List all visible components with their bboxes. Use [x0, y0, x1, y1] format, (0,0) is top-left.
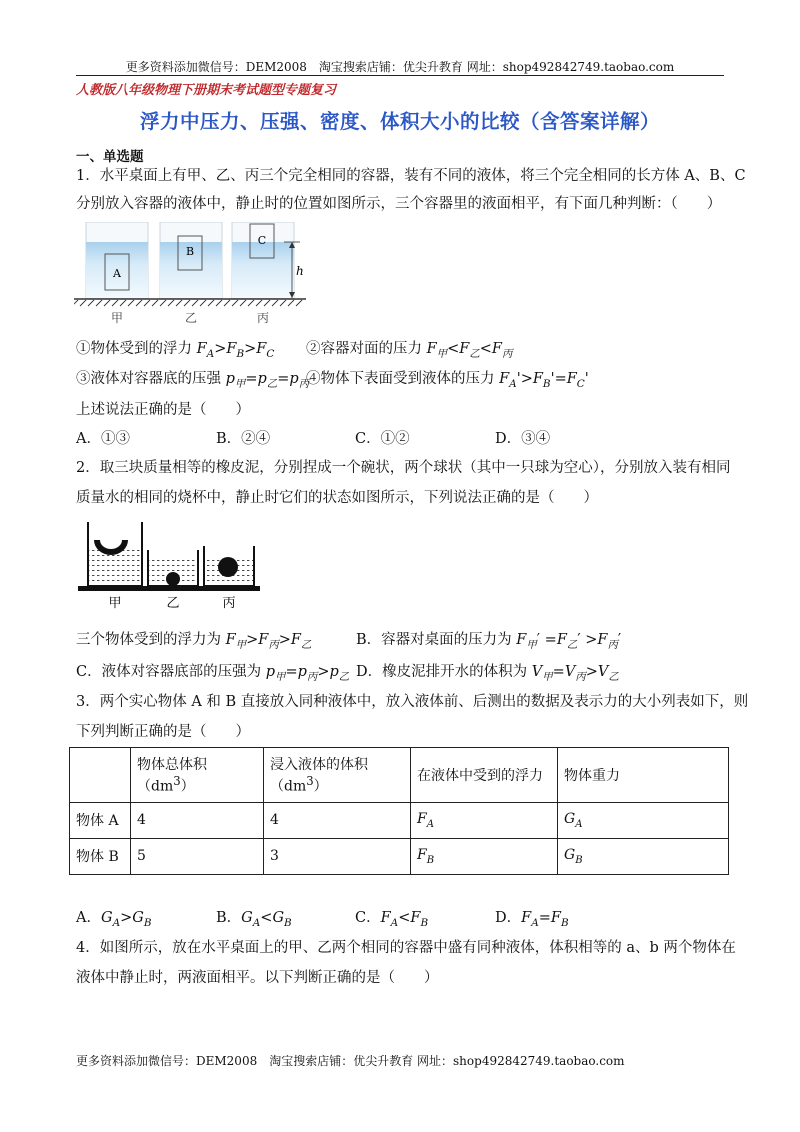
q1-judgement-2: ②容器对面的压力 $F_甲<F_乙<F_丙$	[306, 341, 513, 360]
q2-option-c[interactable]: C．液体对容器底部的压强为 $p_甲=p_丙>p_乙$	[76, 664, 350, 683]
svg-text:丙: 丙	[222, 596, 236, 611]
q2-figure	[76, 518, 262, 612]
q1-option-a[interactable]: A．①③	[76, 431, 130, 447]
q1-judgement-1: ①物体受到的浮力 $F_A>F_B>F_C$	[76, 341, 275, 360]
q2-option-b[interactable]: B．容器对桌面的压力为 $F_甲' =F_乙' >F_丙'$	[356, 632, 622, 651]
table-cell: 5	[131, 838, 264, 874]
table-header-cell	[70, 748, 131, 803]
svg-text:甲: 甲	[108, 596, 122, 611]
q1-option-c[interactable]: C．①②	[355, 431, 410, 447]
page-header: 更多资料添加微信号：DEM2008 淘宝搜索店铺：优尖升教育 网址：shop492842749.taobao.com	[125, 60, 675, 74]
svg-text:A: A	[113, 267, 121, 280]
q1-option-d[interactable]: D．③④	[495, 431, 551, 447]
q4-text-line1: 4．如图所示，放在水平桌面上的甲、乙两个相同的容器中盛有同种液体，体积相等的 a、b 两个物体在	[76, 940, 736, 956]
svg-text:h: h	[296, 264, 304, 278]
table-cell: 3	[264, 838, 411, 874]
table-cell: $F_B$	[411, 838, 558, 874]
table-cell: $G_B$	[558, 838, 729, 874]
table-header-cell: 物体重力	[558, 748, 729, 803]
q1-figure	[74, 222, 314, 328]
table-row	[70, 838, 729, 874]
q3-data-table	[69, 747, 729, 875]
table-cell: 4	[264, 802, 411, 838]
q1-judgement-4: ④物体下表面受到液体的压力 $F_A'>F_B'=F_C'$	[306, 371, 589, 390]
table-row	[70, 802, 729, 838]
q1-ask: 上述说法正确的是（ ）	[76, 402, 250, 418]
q3-option-b[interactable]: B．$G_A<G_B$	[216, 910, 292, 929]
table-cell: 物体 B	[70, 838, 131, 874]
svg-text:乙: 乙	[184, 311, 198, 325]
page-footer: 更多资料添加微信号：DEM2008 淘宝搜索店铺：优尖升教育 网址：shop492842749.taobao.com	[76, 1054, 625, 1068]
q1-text-line1: 1．水平桌面上有甲、乙、丙三个完全相同的容器，装有不同的液体，将三个完全相同的长方体 A、B、C	[76, 168, 746, 184]
q2-option-a[interactable]: 三个物体受到的浮力为 $F_甲>F_丙>F_乙$	[76, 632, 312, 651]
q2-text-line2: 质量水的相同的烧杯中，静止时它们的状态如图所示，下列说法正确的是（ ）	[76, 490, 598, 506]
svg-text:丙: 丙	[256, 311, 270, 325]
q3-text-line2: 下列判断正确的是（ ）	[76, 724, 250, 740]
table-cell: 4	[131, 802, 264, 838]
page-title: 浮力中压力、压强、密度、体积大小的比较（含答案详解）	[139, 110, 660, 133]
svg-text:B: B	[185, 245, 195, 258]
sphere-small	[166, 572, 180, 586]
q1-option-b[interactable]: B．②④	[216, 431, 271, 447]
header-divider	[76, 75, 724, 76]
svg-text:C: C	[257, 234, 267, 247]
q3-option-d[interactable]: D．$F_A=F_B$	[495, 910, 569, 929]
table-cell: $G_A$	[558, 802, 729, 838]
q3-option-c[interactable]: C．$F_A<F_B$	[355, 910, 429, 929]
q1-text-line2: 分别放入容器的液体中，静止时的位置如图所示，三个容器里的液面相平，有下面几种判断：（ ）	[76, 196, 722, 212]
table-header-cell: 在液体中受到的浮力	[411, 748, 558, 803]
q2-option-d[interactable]: D．橡皮泥排开水的体积为 $V_甲=V_丙>V_乙$	[356, 664, 619, 683]
table-header-cell: 浸入液体的体积 $(dm^3)$	[264, 748, 411, 803]
table-header-row	[70, 748, 729, 803]
sphere-hollow	[218, 557, 238, 577]
table-cell: $F_A$	[411, 802, 558, 838]
q2-text-line1: 2．取三块质量相等的橡皮泥，分别捏成一个碗状，两个球状（其中一只球为空心），分别放入装有相同	[76, 460, 731, 476]
q1-judgement-3: ③液体对容器底的压强 $p_甲=p_乙=p_丙$	[76, 371, 310, 390]
q4-text-line2: 液体中静止时，两液面相平。以下判断正确的是（ ）	[76, 970, 439, 986]
q3-option-a[interactable]: A．$G_A>G_B$	[76, 910, 152, 929]
q3-text-line1: 3．两个实心物体 A 和 B 直接放入同种液体中，放入液体前、后测出的数据及表示力的大小列表如下，则	[76, 694, 749, 710]
svg-text:甲: 甲	[110, 311, 124, 325]
svg-text:乙: 乙	[166, 596, 180, 611]
series-title: 人教版八年级物理下册期末考试题型专题复习	[76, 83, 337, 98]
table-header-cell: 物体总体积 $(dm^3)$	[131, 748, 264, 803]
section-label: 一、单选题	[76, 149, 144, 165]
table-cell: 物体 A	[70, 802, 131, 838]
